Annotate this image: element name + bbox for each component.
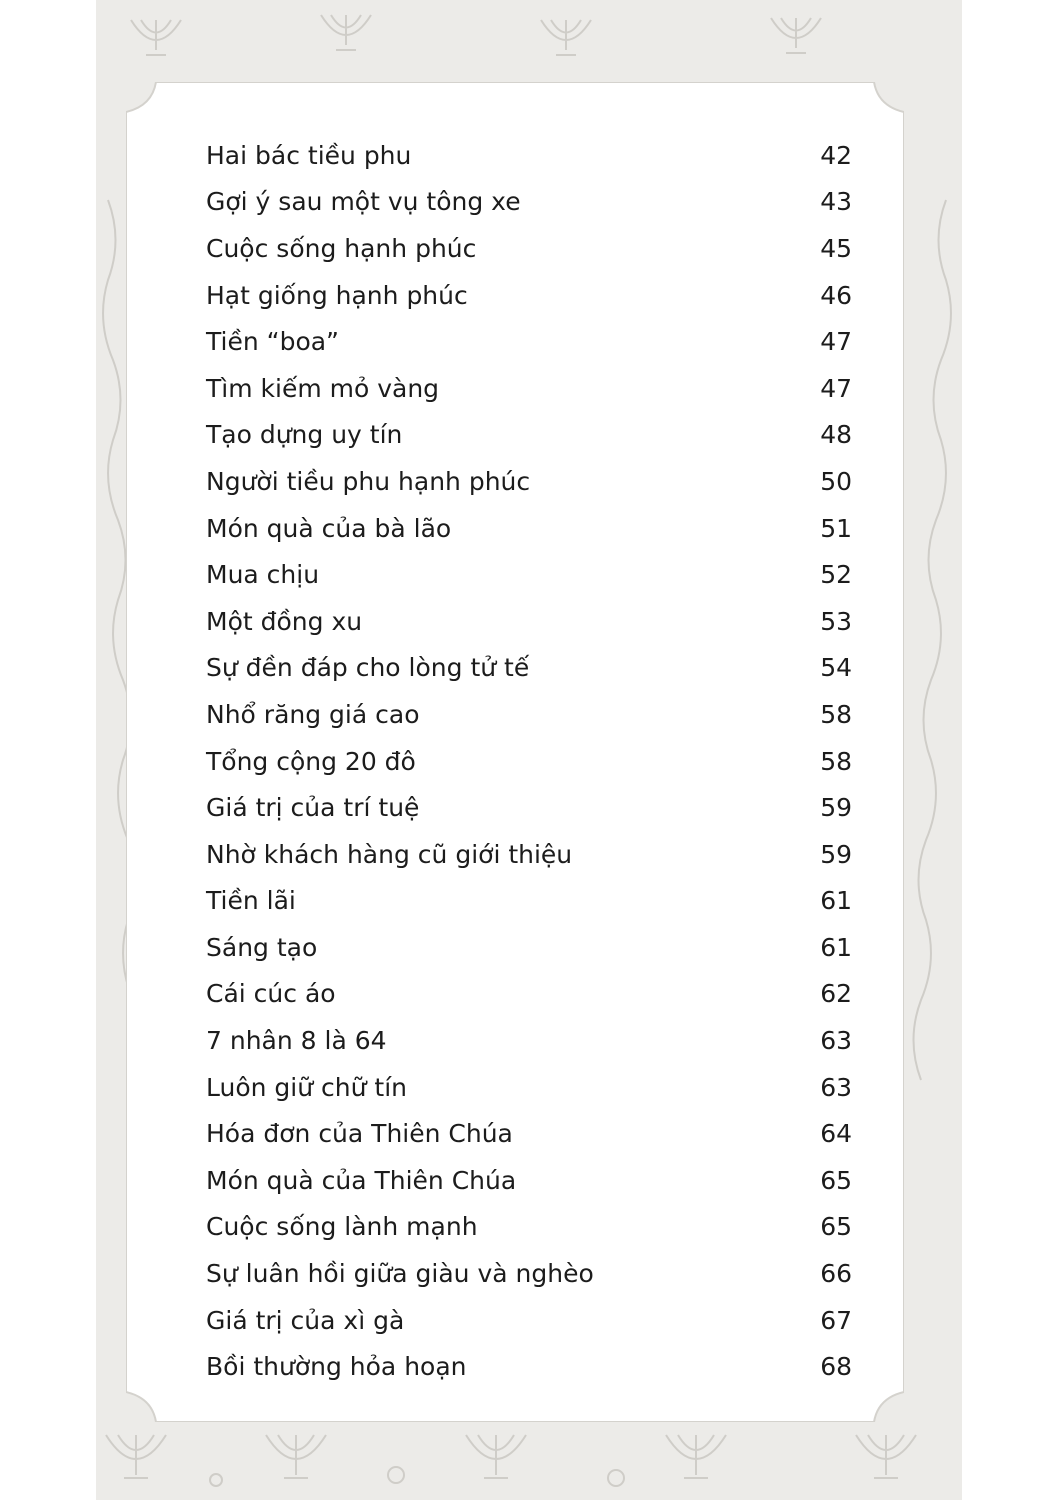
toc-entry-page-number: 61: [820, 886, 852, 916]
toc-entry[interactable]: [206, 971, 852, 1018]
toc-entry-page-number: 59: [820, 839, 852, 869]
toc-entry[interactable]: [206, 1204, 852, 1251]
toc-entry-title: Cuộc sống hạnh phúc: [206, 233, 477, 263]
toc-entry-page-number: 54: [820, 653, 852, 683]
toc-entry-page-number: 61: [820, 932, 852, 962]
toc-entry-title: Luôn giữ chữ tín: [206, 1072, 408, 1102]
toc-entry-page-number: 64: [820, 1119, 852, 1149]
toc-entry-title: Sự luân hồi giữa giàu và nghèo: [206, 1259, 594, 1289]
toc-entry[interactable]: [206, 1297, 852, 1344]
toc-entry-title: Giá trị của xì gà: [206, 1305, 405, 1335]
toc-entry[interactable]: [206, 831, 852, 878]
toc-entry-page-number: 66: [820, 1259, 852, 1289]
toc-entry-page-number: 68: [820, 1352, 852, 1382]
toc-entry-title: Gợi ý sau một vụ tông xe: [206, 187, 521, 217]
toc-entry-title: Tiền lãi: [206, 886, 296, 916]
toc-entry-title: Bồi thường hỏa hoạn: [206, 1352, 467, 1382]
toc-entry[interactable]: [206, 1064, 852, 1111]
menorah-icon: [541, 20, 591, 55]
toc-entry[interactable]: [206, 598, 852, 645]
toc-entry-title: Nhờ khách hàng cũ giới thiệu: [206, 839, 573, 869]
toc-entry[interactable]: [206, 132, 852, 179]
toc-entry-title: Một đồng xu: [206, 606, 363, 636]
toc-entry[interactable]: [206, 318, 852, 365]
toc-entry-title: Sáng tạo: [206, 932, 318, 962]
toc-entry-page-number: 58: [820, 746, 852, 776]
toc-entry-page-number: 65: [820, 1165, 852, 1195]
toc-entry-title: Hạt giống hạnh phúc: [206, 280, 468, 310]
menorah-icon: [321, 15, 371, 50]
toc-entry-page-number: 43: [820, 187, 852, 217]
toc-entry[interactable]: [206, 784, 852, 831]
toc-entry-page-number: 50: [820, 466, 852, 496]
toc-entry[interactable]: [206, 412, 852, 459]
toc-entry-title: Người tiều phu hạnh phúc: [206, 466, 531, 496]
toc-entry[interactable]: [206, 924, 852, 971]
toc-entry[interactable]: [206, 551, 852, 598]
toc-entry[interactable]: [206, 179, 852, 226]
toc-entry-title: Tiền “boa”: [206, 327, 340, 357]
toc-entry[interactable]: [206, 1250, 852, 1297]
toc-entry-title: Mua chịu: [206, 560, 320, 590]
toc-entry-page-number: 46: [820, 280, 852, 310]
toc-entry[interactable]: [206, 1157, 852, 1204]
toc-entry-title: Tổng cộng 20 đô: [206, 746, 416, 776]
toc-entry-title: Hóa đơn của Thiên Chúa: [206, 1119, 513, 1149]
table-of-contents: [206, 132, 852, 1390]
toc-entry-page-number: 48: [820, 420, 852, 450]
toc-entry-page-number: 65: [820, 1212, 852, 1242]
toc-entry-page-number: 62: [820, 979, 852, 1009]
toc-entry-title: 7 nhân 8 là 64: [206, 1026, 387, 1056]
menorah-icon: [131, 20, 181, 55]
toc-entry[interactable]: [206, 458, 852, 505]
toc-entry-page-number: 47: [820, 373, 852, 403]
toc-entry-page-number: 58: [820, 699, 852, 729]
toc-entry-title: Cuộc sống lành mạnh: [206, 1212, 478, 1242]
toc-entry[interactable]: [206, 645, 852, 692]
menorah-icon: [771, 18, 821, 53]
toc-entry-page-number: 51: [820, 513, 852, 543]
menorah-icon: [666, 1435, 726, 1478]
toc-entry-title: Sự đền đáp cho lòng tử tế: [206, 653, 530, 683]
menorah-icon: [856, 1435, 916, 1478]
toc-entry[interactable]: [206, 1110, 852, 1157]
toc-entry-page-number: 42: [820, 140, 852, 170]
toc-entry[interactable]: [206, 272, 852, 319]
toc-entry-page-number: 47: [820, 327, 852, 357]
menorah-icon: [466, 1435, 526, 1478]
toc-entry-title: Giá trị của trí tuệ: [206, 793, 420, 823]
toc-entry-page-number: 63: [820, 1072, 852, 1102]
toc-entry-page-number: 53: [820, 606, 852, 636]
toc-entry-page-number: 63: [820, 1026, 852, 1056]
toc-entry[interactable]: [206, 878, 852, 925]
toc-entry[interactable]: [206, 225, 852, 272]
toc-entry[interactable]: [206, 1343, 852, 1390]
toc-entry[interactable]: [206, 691, 852, 738]
toc-entry-page-number: 67: [820, 1305, 852, 1335]
toc-entry-title: Tìm kiếm mỏ vàng: [206, 373, 440, 403]
menorah-icon: [106, 1435, 166, 1478]
toc-entry[interactable]: [206, 365, 852, 412]
toc-entry-page-number: 45: [820, 233, 852, 263]
toc-entry-page-number: 59: [820, 793, 852, 823]
toc-entry-title: Hai bác tiều phu: [206, 140, 412, 170]
toc-entry-title: Món quà của Thiên Chúa: [206, 1165, 517, 1195]
menorah-icon: [266, 1435, 326, 1478]
toc-entry-page-number: 52: [820, 560, 852, 590]
toc-entry[interactable]: [206, 1017, 852, 1064]
toc-entry-title: Tạo dựng uy tín: [206, 420, 403, 450]
toc-entry-title: Cái cúc áo: [206, 979, 336, 1009]
toc-entry-title: Nhổ răng giá cao: [206, 699, 420, 729]
toc-entry[interactable]: [206, 738, 852, 785]
toc-entry-title: Món quà của bà lão: [206, 513, 452, 543]
toc-entry[interactable]: [206, 505, 852, 552]
